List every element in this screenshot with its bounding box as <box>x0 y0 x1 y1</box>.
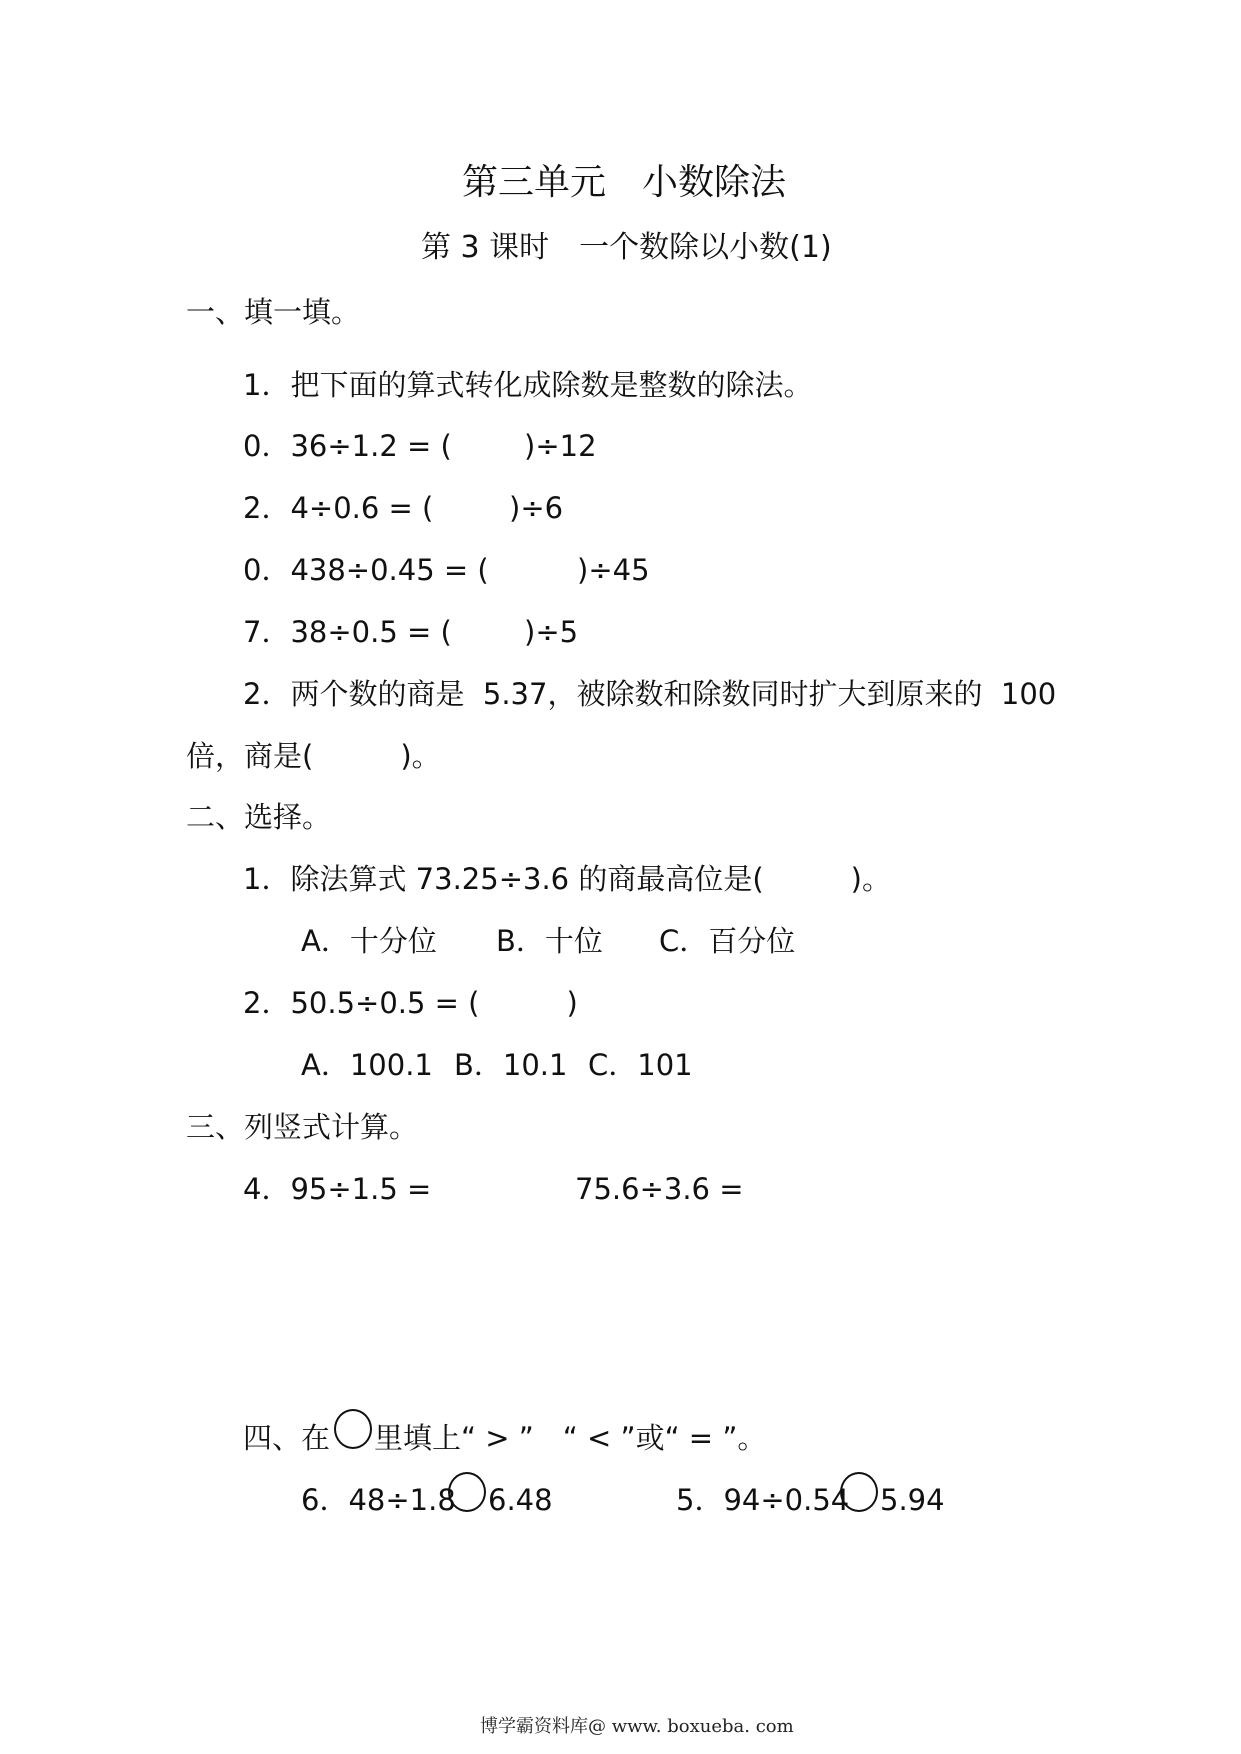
answer-circle-icon[interactable] <box>840 1472 878 1512</box>
section4-heading-before: 四、在 <box>243 1421 331 1455</box>
footer-watermark: 博学霸资料库@ www. boxueba. com <box>480 1716 794 1737</box>
section3-heading: 三、列竖式计算。 <box>186 1110 419 1144</box>
answer-circle-icon[interactable] <box>448 1472 486 1512</box>
page-title: 第三单元 小数除法 <box>462 162 787 203</box>
q1-item-4-right: )÷5 <box>524 615 579 649</box>
section2-q2-prompt: 2．50.5÷0.5 = ( ) <box>243 986 578 1020</box>
section4-item-1-left: 6．48÷1.8 <box>301 1483 456 1517</box>
section4-item-2-left: 5．94÷0.54 <box>676 1483 850 1517</box>
section4-item-1-right: 6.48 <box>488 1483 553 1517</box>
q1-item-1-left: 0．36÷1.2 = ( <box>243 429 452 463</box>
section1-q2-line2: 倍，商是( )。 <box>186 739 441 773</box>
section2-q1-option-a: A．十分位 <box>301 924 437 958</box>
q1-item-4-left: 7．38÷0.5 = ( <box>243 615 452 649</box>
q1-item-2-left: 2．4÷0.6 = ( <box>243 491 434 525</box>
section1-q2-line1: 2．两个数的商是 5.37，被除数和除数同时扩大到原来的 100 <box>243 677 1057 711</box>
q1-item-3-left: 0．438÷0.45 = ( <box>243 553 489 587</box>
q1-item-3-right: )÷45 <box>577 553 650 587</box>
answer-circle-icon <box>334 1409 372 1449</box>
q1-item-2-right: )÷6 <box>509 491 564 525</box>
section1-heading: 一、填一填。 <box>186 295 361 329</box>
section2-q2-option-b: B．10.1 <box>454 1048 568 1082</box>
section2-heading: 二、选择。 <box>186 800 332 834</box>
section2-q2-option-c: C．101 <box>588 1048 693 1082</box>
section4-heading-after: 里填上“ > ” “ < ”或“ = ”。 <box>374 1421 767 1455</box>
section3-item-2: 75.6÷3.6 = <box>575 1172 744 1206</box>
section1-q1-prompt: 1．把下面的算式转化成除数是整数的除法。 <box>243 368 813 402</box>
q1-item-1-right: )÷12 <box>524 429 597 463</box>
section2-q1-option-c: C．百分位 <box>659 924 796 958</box>
section2-q2-option-a: A．100.1 <box>301 1048 433 1082</box>
section3-item-1: 4．95÷1.5 = <box>243 1172 432 1206</box>
lesson-subtitle: 第 3 课时 一个数除以小数(1) <box>421 230 832 265</box>
section2-q1-prompt: 1．除法算式 73.25÷3.6 的商最高位是( )。 <box>243 862 891 896</box>
section4-item-2-right: 5.94 <box>880 1483 945 1517</box>
section2-q1-option-b: B．十位 <box>496 924 603 958</box>
